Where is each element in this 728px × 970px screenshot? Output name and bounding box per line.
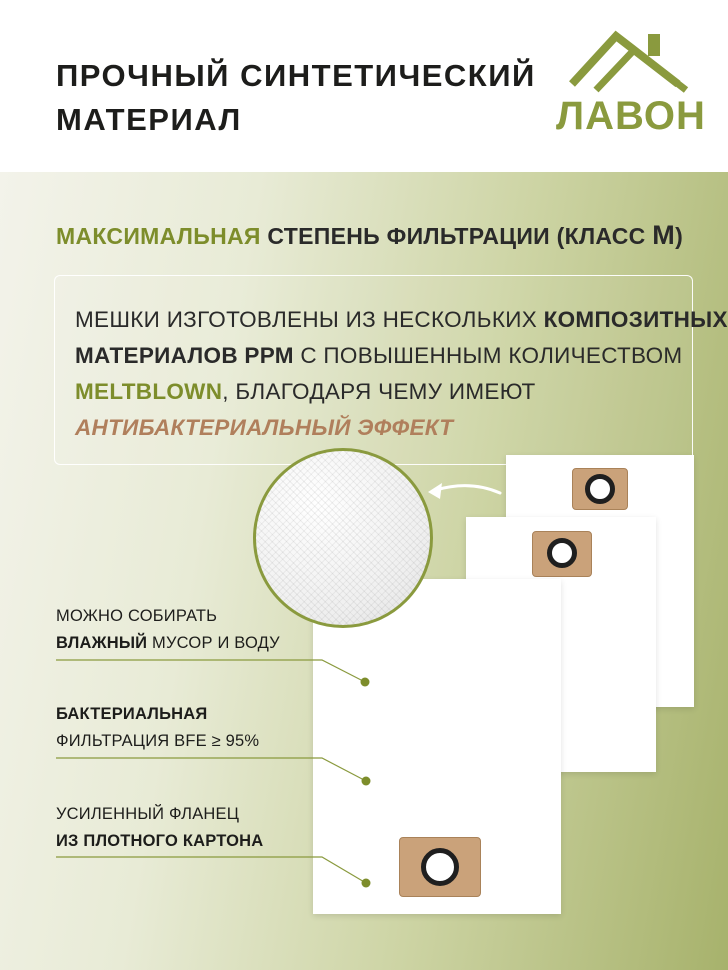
page-title-line-2: МАТЕРИАЛ [56, 102, 242, 137]
info-text: МЕШКИ ИЗГОТОВЛЕНЫ ИЗ НЕСКОЛЬКИХ [75, 307, 544, 332]
page-title-line-1: ПРОЧНЫЙ СИНТЕТИЧЕСКИЙ [56, 58, 536, 93]
info-line-1 [75, 307, 728, 333]
brand-logo [556, 26, 706, 142]
info-bold: КОМПОЗИТНЫХ [543, 307, 728, 332]
feature-bold: ВЛАЖНЫЙ [56, 634, 148, 652]
feature-line: МОЖНО СОБИРАТЬ [56, 607, 218, 625]
bag-flange [532, 531, 592, 577]
feature-line [56, 630, 280, 657]
main-panel [0, 172, 728, 970]
info-text: С ПОВЫШЕННЫМ КОЛИЧЕСТВОМ [293, 343, 683, 368]
logo-text: ЛАВОН [556, 94, 706, 138]
info-box [54, 275, 728, 465]
meltblown-text: MELTBLOWN [75, 379, 223, 404]
heading-class-letter: M [652, 220, 676, 250]
arrow-head-icon [428, 483, 442, 499]
bag-flange [399, 837, 481, 897]
info-line-4 [75, 415, 453, 441]
info-line-3 [75, 379, 536, 405]
house-roof-icon [556, 26, 700, 96]
info-text: , БЛАГОДАРЯ ЧЕМУ ИМЕЮТ [222, 379, 536, 404]
heading-text: СТЕПЕНЬ ФИЛЬТРАЦИИ (КЛАСС [260, 223, 653, 249]
info-line-2 [75, 343, 682, 369]
feature-text: ФИЛЬТРАЦИЯ BFE ≥ 95% [56, 732, 260, 750]
feature-line [56, 828, 263, 855]
feature-line [56, 728, 259, 755]
arrow-icon [436, 486, 500, 493]
feature-line: УСИЛЕННЫЙ ФЛАНЕЦ [56, 805, 240, 823]
heading-accent: МАКСИМАЛЬНАЯ [56, 223, 261, 249]
feature-text: МУСОР И ВОДУ [147, 634, 280, 652]
heading-close: ) [675, 223, 684, 249]
feature-bold: ИЗ ПЛОТНОГО КАРТОНА [56, 832, 264, 850]
feature-wet-debris [56, 603, 280, 657]
bag-flange [572, 468, 628, 510]
antibacterial-text: АНТИБАКТЕРИАЛЬНЫЙ ЭФФЕКТ [75, 415, 454, 440]
flange-hole [547, 538, 577, 568]
feature-bacterial-filtration [56, 701, 259, 755]
feature-reinforced-flange [56, 801, 263, 855]
flange-hole [421, 848, 459, 886]
feature-line: БАКТЕРИАЛЬНАЯ [56, 705, 208, 723]
flange-hole [585, 474, 615, 504]
material-texture-swatch [253, 448, 433, 628]
header [0, 0, 728, 172]
filtration-heading [56, 220, 683, 251]
dust-bag-front [313, 579, 561, 914]
info-bold: МАТЕРИАЛОВ РРМ [75, 343, 294, 368]
